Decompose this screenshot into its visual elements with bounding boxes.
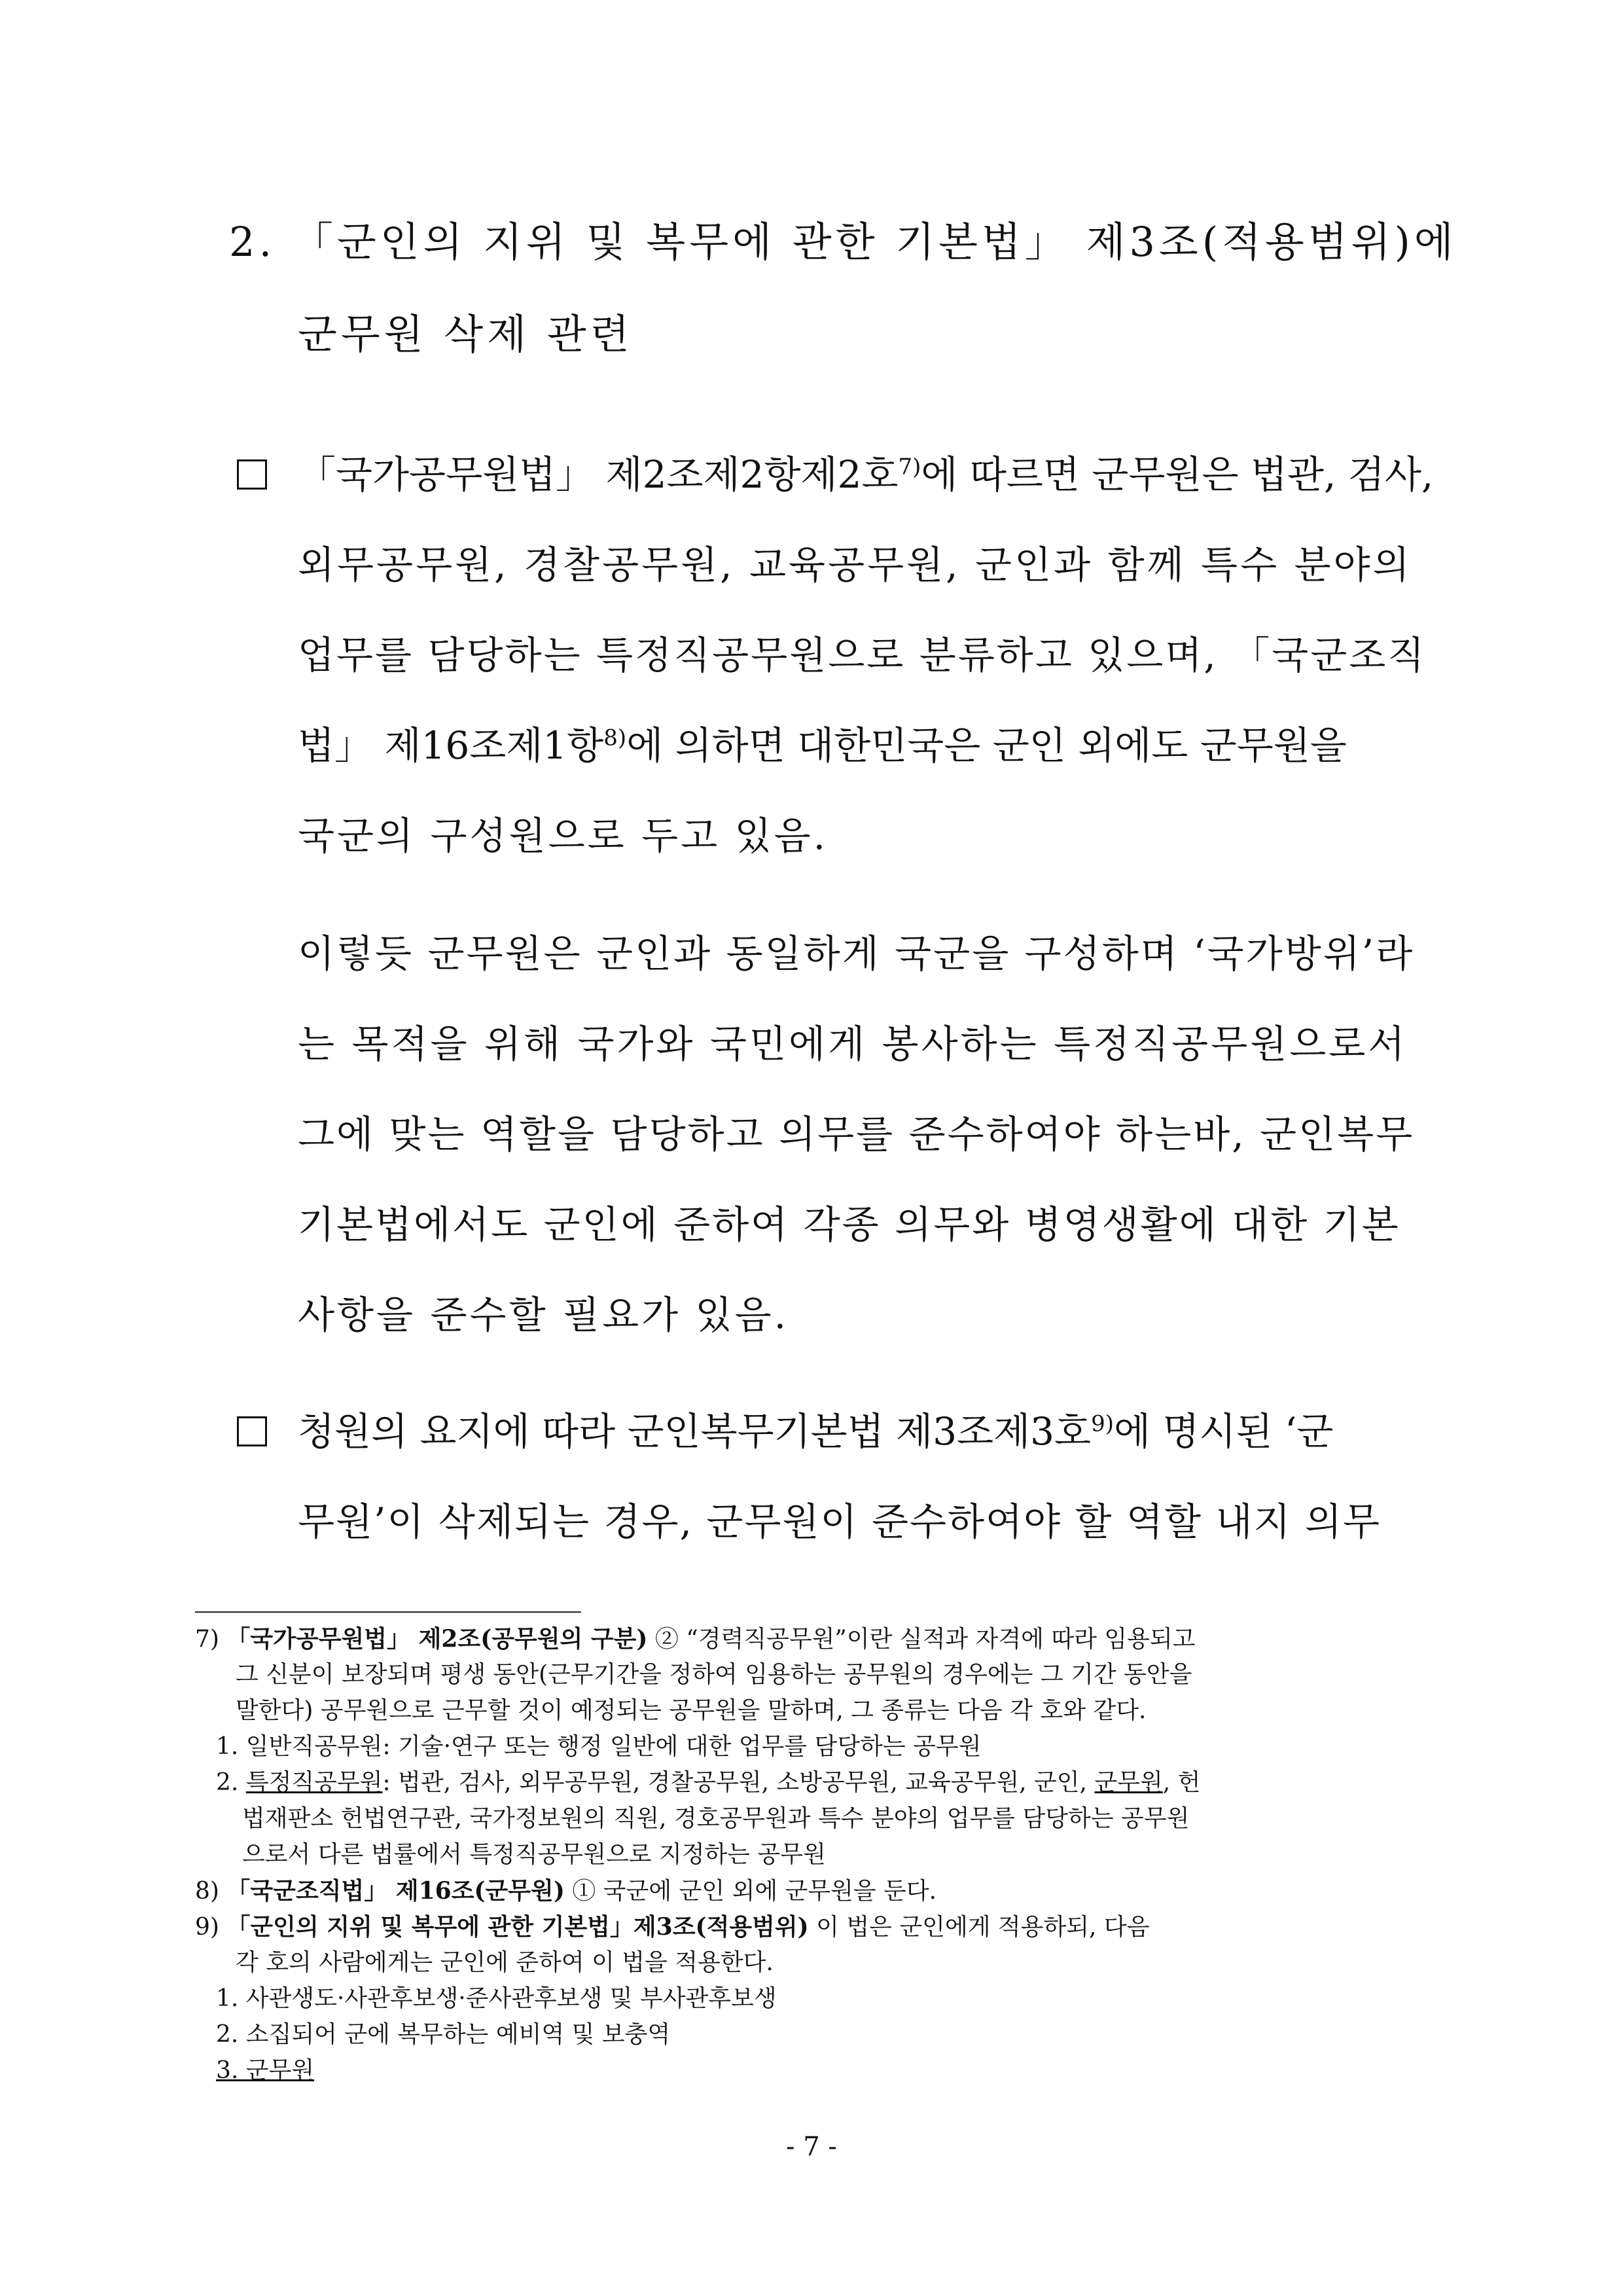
paragraph1-line5: 국군의 구성원으로 두고 있음.: [298, 814, 829, 858]
paragraph2-line1: 이렇듯 군무원은 군인과 동일하게 국군을 구성하며 ‘국가방위’라: [298, 931, 1415, 976]
page-number: - 7 -: [786, 2132, 837, 2162]
section-heading: [229, 218, 1457, 266]
section-heading-line1: 2. 「군인의 지위 및 복무에 관한 기본법」 제3조(적용범위)에: [229, 218, 1457, 266]
footnote-separator: [195, 1611, 581, 1613]
paragraph1-line1: [298, 454, 1433, 495]
paragraph3-line2: 무원’이 삭제되는 경우, 군무원이 준수하여야 할 역할 내지 의무: [298, 1499, 1382, 1544]
p1-line4-text: 법」 제16조제1항$^{8)}$에 의하면 대한민국은 군인 외에도 군무원을: [298, 723, 1347, 768]
footnote-9-line2: 각 호의 사람에게는 군인에 준하여 이 법을 적용한다.: [236, 1949, 774, 1976]
footnote-7-line3: 말한다) 공무원으로 근무할 것이 예정되는 공무원을 말하며, 그 종류는 다음 각 호와 같다.: [236, 1697, 1147, 1724]
footnote-7-item2-cont1: 법재판소 헌법연구관, 국가정보원의 직원, 경호공무원과 특수 분야의 업무를 담당하는 공무원: [242, 1805, 1190, 1832]
footnote-9-item2: 2. 소집되어 군에 복무하는 예비역 및 보충역: [216, 2021, 671, 2048]
p3-line1-text: 청원의 요지에 따라 군인복무기본법 제3조제3호$^{9)}$에 명시된 ‘군: [298, 1409, 1334, 1454]
paragraph1-line3: 업무를 담당하는 특정직공무원으로 분류하고 있으며, 「국군조직: [298, 633, 1427, 677]
paragraph1-line2: 외무공무원, 경찰공무원, 교육공무원, 군인과 함께 특수 분야의: [298, 543, 1412, 587]
footnote-9-item1: 1. 사관생도·사관후보생·준사관후보생 및 부사관후보생: [216, 1985, 777, 2012]
checkbox-marker-2: [237, 1416, 267, 1446]
paragraph1-line4: [298, 725, 1433, 766]
footnote-ref-8[interactable]: 8): [603, 725, 627, 751]
footnote-7-item2: 2. 특정직공무원: 법관, 검사, 외무공무원, 경찰공무원, 소방공무원, 교육공무원, 군인, 군무원, 헌: [216, 1769, 1201, 1796]
footnote-7-item2-cont2: 으로서 다른 법률에서 특정직공무원으로 지정하는 공무원: [242, 1841, 826, 1868]
paragraph2-line5: 사항을 준수할 필요가 있음.: [298, 1293, 789, 1337]
paragraph2-line4: 기본법에서도 군인에 준하여 각종 의무와 병영생활에 대한 기본: [298, 1202, 1400, 1247]
p1-line1-text: 「국가공무원법」 제2조제2항제2호$^{7)}$에 따르면 군무원은 법관, 검사,: [298, 452, 1434, 497]
section-heading-line2: 군무원 삭제 관련: [298, 310, 633, 358]
footnote-9-item3: 3. 군무원: [216, 2057, 315, 2084]
footnote-7-line2: 그 신분이 보장되며 평생 동안(근무기간을 정하여 임용하는 공무원의 경우에는 그 기간 동안을: [236, 1661, 1192, 1688]
paragraph3-line1: [298, 1411, 1433, 1452]
paragraph2-line2: 는 목적을 위해 국가와 국민에게 봉사하는 특정직공무원으로서: [298, 1022, 1408, 1066]
section-heading-cont: [298, 310, 1508, 358]
footnote-9-line1: 9) 「군인의 지위 및 복무에 관한 기본법」제3조(적용범위) 이 법은 군인에게 적용하되, 다음: [195, 1913, 1150, 1941]
footnote-8: 8) 「국군조직법」 제16조(군무원) ① 국군에 군인 외에 군무원을 둔다.: [195, 1877, 937, 1905]
checkbox-marker-1: [237, 459, 267, 490]
footnote-7-line1: 7) 「국가공무원법」 제2조(공무원의 구분) ② “경력직공무원”이란 실적과 자격에 따라 임용되고: [195, 1625, 1196, 1653]
footnote-7-item1: 1. 일반직공무원: 기술·연구 또는 행정 일반에 대한 업무를 담당하는 공무원: [216, 1733, 982, 1760]
footnote-ref-7[interactable]: 7): [898, 454, 921, 480]
footnote-ref-9[interactable]: 9): [1091, 1410, 1114, 1437]
paragraph2-line3: 그에 맞는 역할을 담당하고 의무를 준수하여야 하는바, 군인복무: [298, 1112, 1415, 1157]
